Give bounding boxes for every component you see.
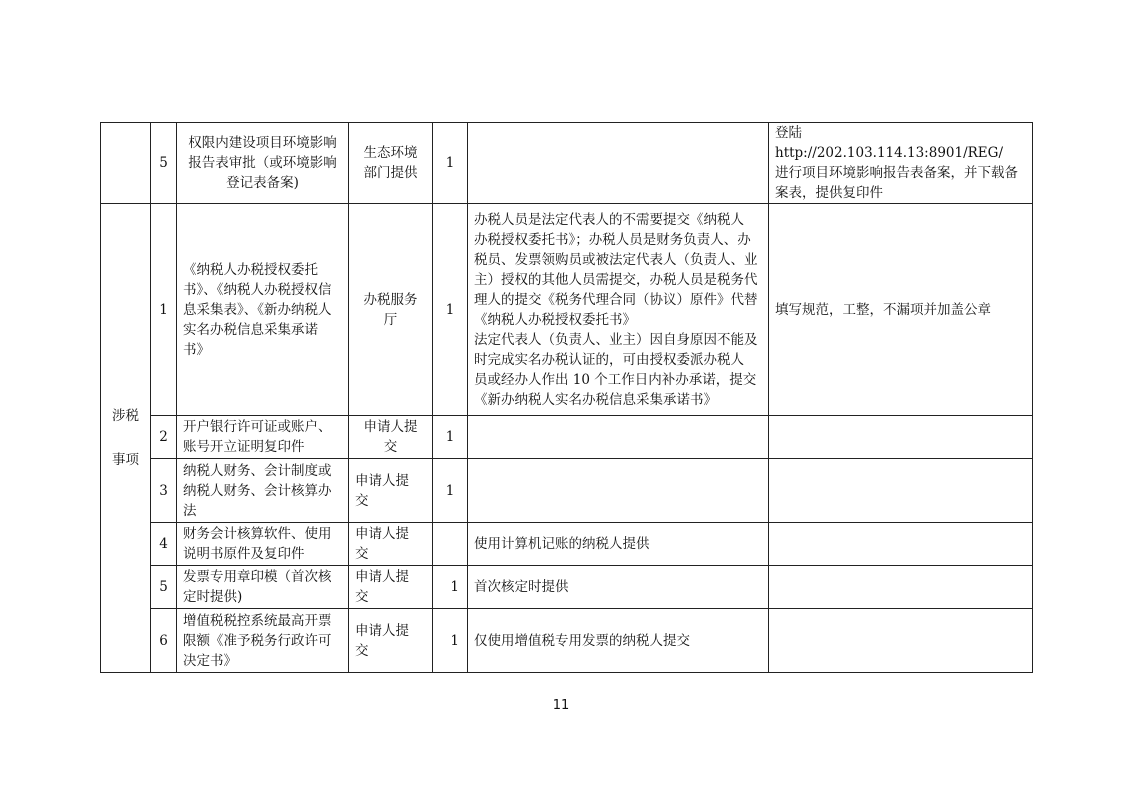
requirement-cell (769, 609, 1033, 673)
requirement-cell (769, 523, 1033, 566)
table-row (101, 459, 1033, 523)
row-number: 2 (151, 416, 177, 459)
row-number: 3 (151, 459, 177, 523)
table-row (101, 566, 1033, 609)
item-name: 开户银行许可证或账户、 账号开立证明复印件 (177, 416, 349, 459)
table-row (101, 416, 1033, 459)
item-name: 纳税人财务、会计制度或 纳税人财务、会计核算办 法 (177, 459, 349, 523)
table-row (101, 204, 1033, 416)
source-dept: 申请人提 交 (349, 459, 433, 523)
source-dept: 申请人提 交 (349, 566, 433, 609)
note-cell (468, 123, 769, 204)
item-name: 权限内建设项目环境影响 报告表审批（或环境影响 登记表备案) (177, 123, 349, 204)
source-dept: 申请人提 交 (349, 416, 433, 459)
copy-count: 1 (433, 123, 468, 204)
note-cell (468, 459, 769, 523)
note-cell: 办税人员是法定代表人的不需要提交《纳税人 办税授权委托书》；办税人员是财务负责人、办 税员、发票领购员或被法定代表人（负责人、业 主）授权的其他人员需提交，办税人员是税务代 理人的提交《税务代理合同（协议）原件》代替 《纳税人办税授权委托书》 法定代表人（负责人、业主）因自身原因不能及 时完成实名办税认证的，可由授权委派办税人 员或经办人作出 10 个工作日内补办承诺，提交 《新办纳税人实名办税信息采集承诺书》 (468, 204, 769, 416)
copy-count (433, 523, 468, 566)
row-number: 5 (151, 566, 177, 609)
requirement-cell (769, 416, 1033, 459)
copy-count: 1 (433, 566, 468, 609)
item-name: 财务会计核算软件、使用 说明书原件及复印件 (177, 523, 349, 566)
source-dept: 生态环境 部门提供 (349, 123, 433, 204)
row-number: 6 (151, 609, 177, 673)
copy-count: 1 (433, 609, 468, 673)
requirement-cell (769, 459, 1033, 523)
table-row (101, 523, 1033, 566)
item-name: 《纳税人办税授权委托 书》、《纳税人办税授权信 息采集表》、《新办纳税人 实名办税信息采集承诺 书》 (177, 204, 349, 416)
note-cell: 使用计算机记账的纳税人提供 (468, 523, 769, 566)
source-dept: 办税服务 厅 (349, 204, 433, 416)
requirement-cell: 登陆 http://202.103.114.13:8901/REG/ 进行项目环境影响报告表备案，并下载备 案表，提供复印件 (769, 123, 1033, 204)
requirements-table (100, 122, 1033, 673)
source-dept: 申请人提 交 (349, 609, 433, 673)
category-cell-empty (101, 123, 151, 204)
table-row (101, 609, 1033, 673)
requirement-cell: 填写规范，工整，不漏项并加盖公章 (769, 204, 1033, 416)
row-number: 5 (151, 123, 177, 204)
requirement-cell (769, 566, 1033, 609)
copy-count: 1 (433, 459, 468, 523)
page-number: 11 (552, 698, 570, 713)
copy-count: 1 (433, 416, 468, 459)
note-cell: 首次核定时提供 (468, 566, 769, 609)
item-name: 增值税税控系统最高开票 限额《准予税务行政许可 决定书》 (177, 609, 349, 673)
item-name: 发票专用章印模（首次核 定时提供) (177, 566, 349, 609)
note-cell: 仅使用增值税专用发票的纳税人提交 (468, 609, 769, 673)
category-cell: 涉税 事项 (101, 204, 151, 673)
row-number: 4 (151, 523, 177, 566)
note-cell (468, 416, 769, 459)
copy-count: 1 (433, 204, 468, 416)
table-row (101, 123, 1033, 204)
source-dept: 申请人提 交 (349, 523, 433, 566)
row-number: 1 (151, 204, 177, 416)
